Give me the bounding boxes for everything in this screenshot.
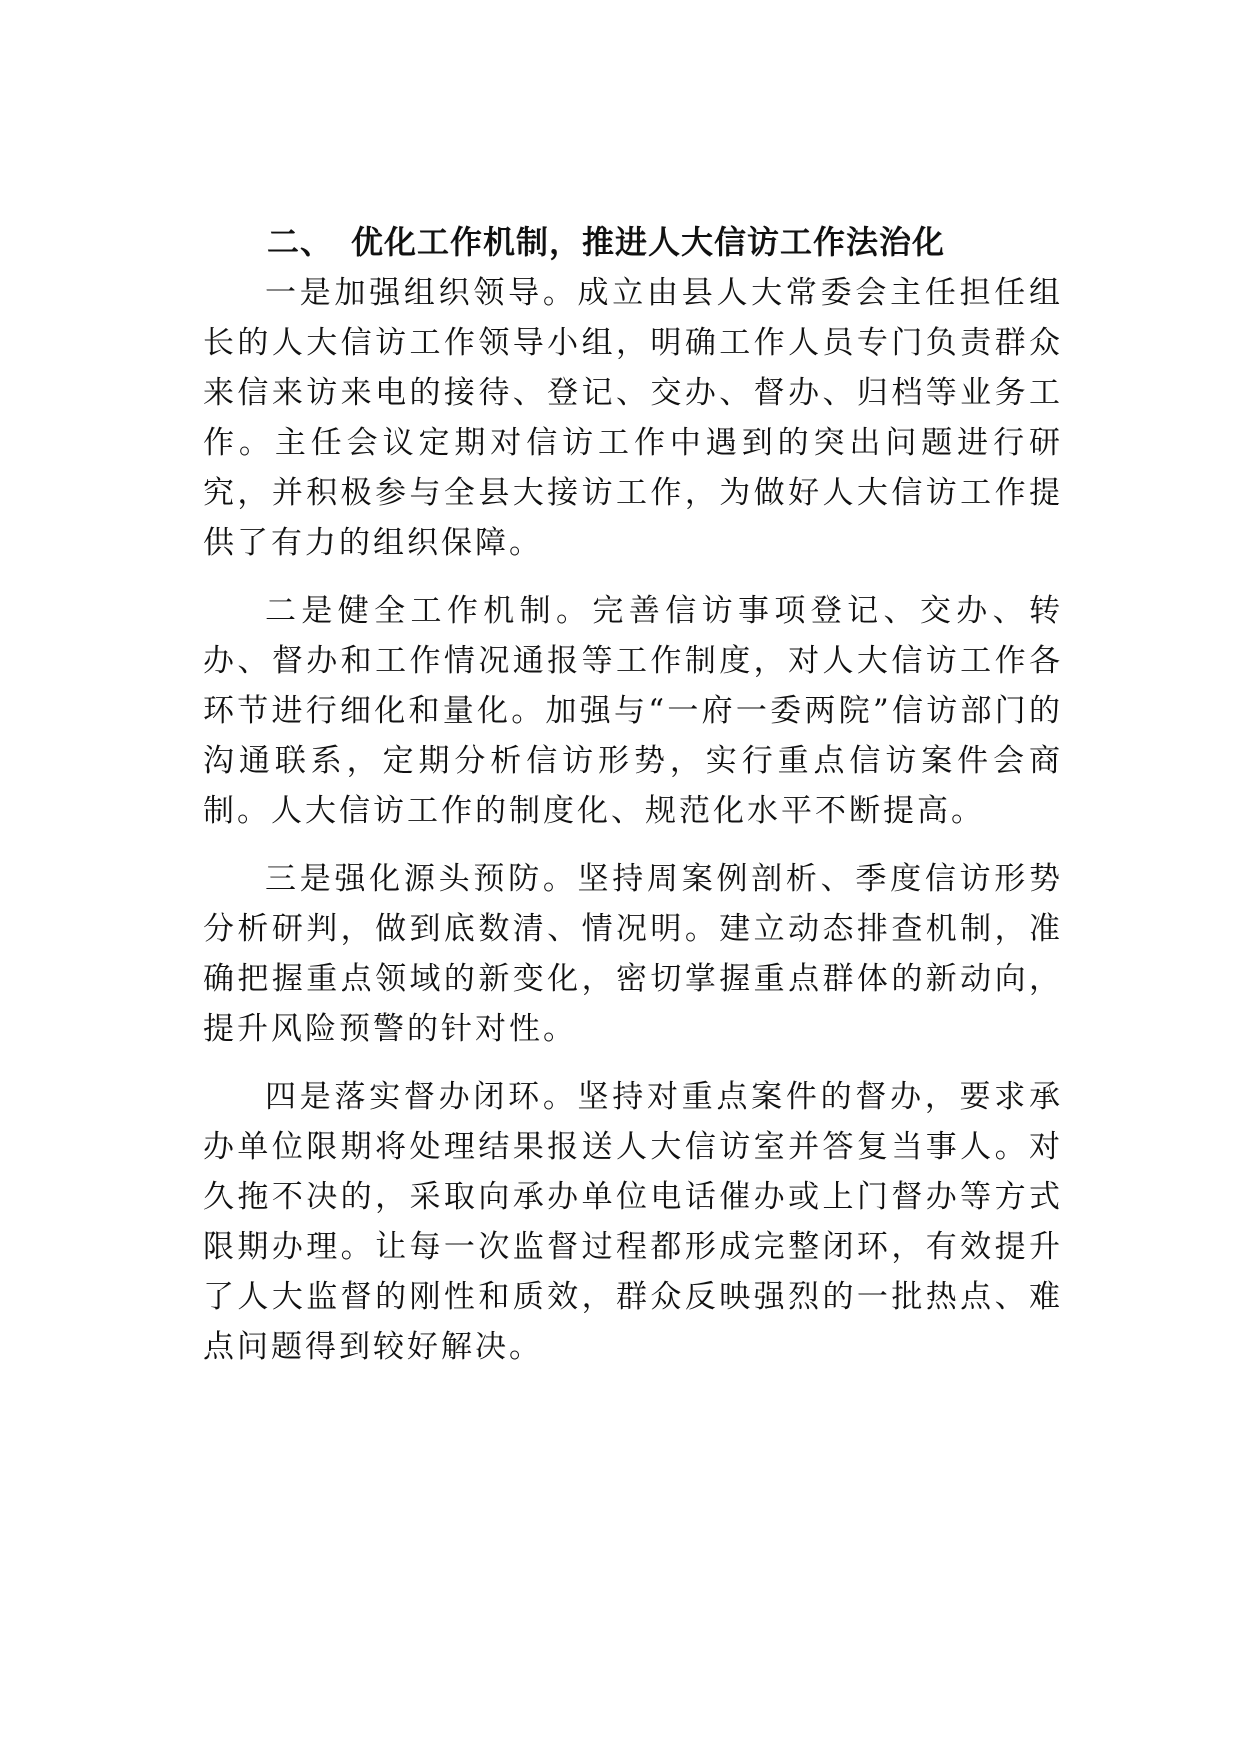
document-body [203,218,1063,1390]
paragraph-organization-leadership: 一是加强组织领导。成立由县人大常委会主任担任组长的人大信访工作领导小组，明确工作人员专门负责群众来信来访来电的接待、登记、交办、督办、归档等业务工作。主任会议定期对信访工作中遇到的突出问题进行研究，并积极参与全县大接访工作，为做好人大信访工作提供了有力的组织保障。 [203,275,1063,561]
section-heading [203,218,1063,266]
section-number: 二、 [267,223,334,261]
paragraph-work-mechanism: 二是健全工作机制。完善信访事项登记、交办、转办、督办和工作情况通报等工作制度，对人大信访工作各环节进行细化和量化。加强与“一府一委两院”信访部门的沟通联系，定期分析信访形势，实行重点信访案件会商制。人大信访工作的制度化、规范化水平不断提高。 [203,593,1063,829]
paragraph-supervision-loop: 四是落实督办闭环。坚持对重点案件的督办，要求承办单位限期将处理结果报送人大信访室并答复当事人。对久拖不决的，采取向承办单位电话催办或上门督办等方式限期办理。让每一次监督过程都形成完整闭环，有效提升了人大监督的刚性和质效，群众反映强烈的一批热点、难点问题得到较好解决。 [203,1079,1063,1365]
paragraph-source-prevention: 三是强化源头预防。坚持周案例剖析、季度信访形势分析研判，做到底数清、情况明。建立动态排查机制，准确把握重点领域的新变化，密切掌握重点群体的新动向，提升风险预警的针对性。 [203,861,1063,1047]
section-title: 优化工作机制，推进人大信访工作法治化 [351,223,946,261]
